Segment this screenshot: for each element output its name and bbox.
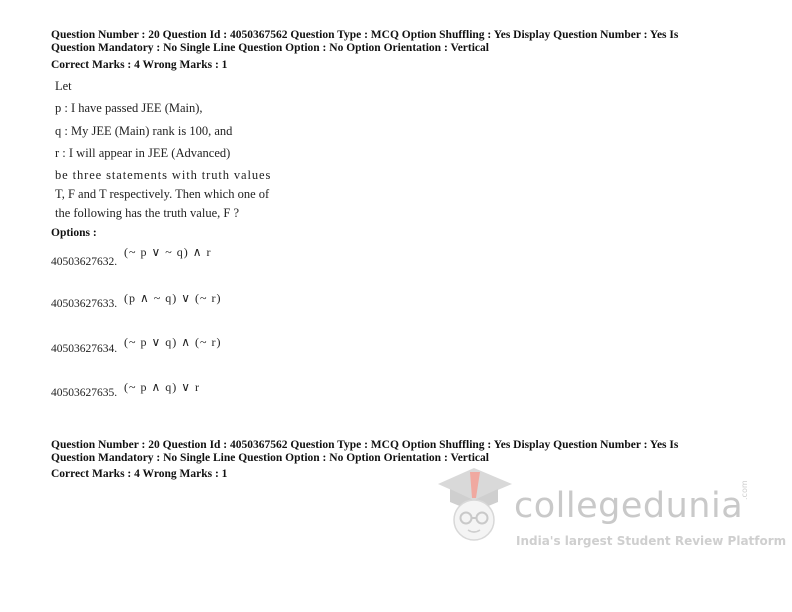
question-line: the following has the truth value, F ? bbox=[55, 206, 239, 220]
question-line: be three statements with truth values bbox=[55, 168, 272, 182]
question-line: T, F and T respectively. Then which one of bbox=[55, 187, 270, 201]
option-expression: (~ p ∨ ~ q) ∧ r bbox=[124, 245, 212, 259]
question-header-line1: Question Number : 20 Question Id : 4050367562 Question Type : MCQ Option Shuffling : Yes Display Question Number : Yes Is bbox=[51, 439, 679, 451]
watermark-suffix: .com bbox=[740, 480, 749, 500]
question-line: r : I will appear in JEE (Advanced) bbox=[55, 146, 231, 160]
option-id: 40503627632. bbox=[51, 256, 118, 268]
option-id: 40503627635. bbox=[51, 387, 118, 399]
question-header-line2: Question Mandatory : No Single Line Question Option : No Option Orientation : Vertical bbox=[51, 452, 489, 464]
collegedunia-logo-icon bbox=[432, 462, 516, 546]
option-expression: (p ∧ ~ q) ∨ (~ r) bbox=[124, 291, 222, 305]
option-id: 40503627634. bbox=[51, 343, 118, 355]
option-expression: (~ p ∧ q) ∨ r bbox=[124, 380, 201, 394]
question-header-line2: Question Mandatory : No Single Line Question Option : No Option Orientation : Vertical bbox=[51, 42, 489, 54]
option-id: 40503627633. bbox=[51, 298, 118, 310]
watermark-brand: collegedunia bbox=[514, 486, 744, 526]
question-line: q : My JEE (Main) rank is 100, and bbox=[55, 124, 233, 138]
marks-line: Correct Marks : 4 Wrong Marks : 1 bbox=[51, 59, 228, 71]
question-line: p : I have passed JEE (Main), bbox=[55, 101, 203, 115]
option-expression: (~ p ∨ q) ∧ (~ r) bbox=[124, 335, 222, 349]
watermark-tagline: India's largest Student Review Platform bbox=[516, 534, 787, 548]
options-label: Options : bbox=[51, 227, 97, 239]
marks-line: Correct Marks : 4 Wrong Marks : 1 bbox=[51, 468, 228, 480]
question-line: Let bbox=[55, 79, 72, 93]
question-header-line1: Question Number : 20 Question Id : 4050367562 Question Type : MCQ Option Shuffling : Yes Display Question Number : Yes Is bbox=[51, 29, 679, 41]
